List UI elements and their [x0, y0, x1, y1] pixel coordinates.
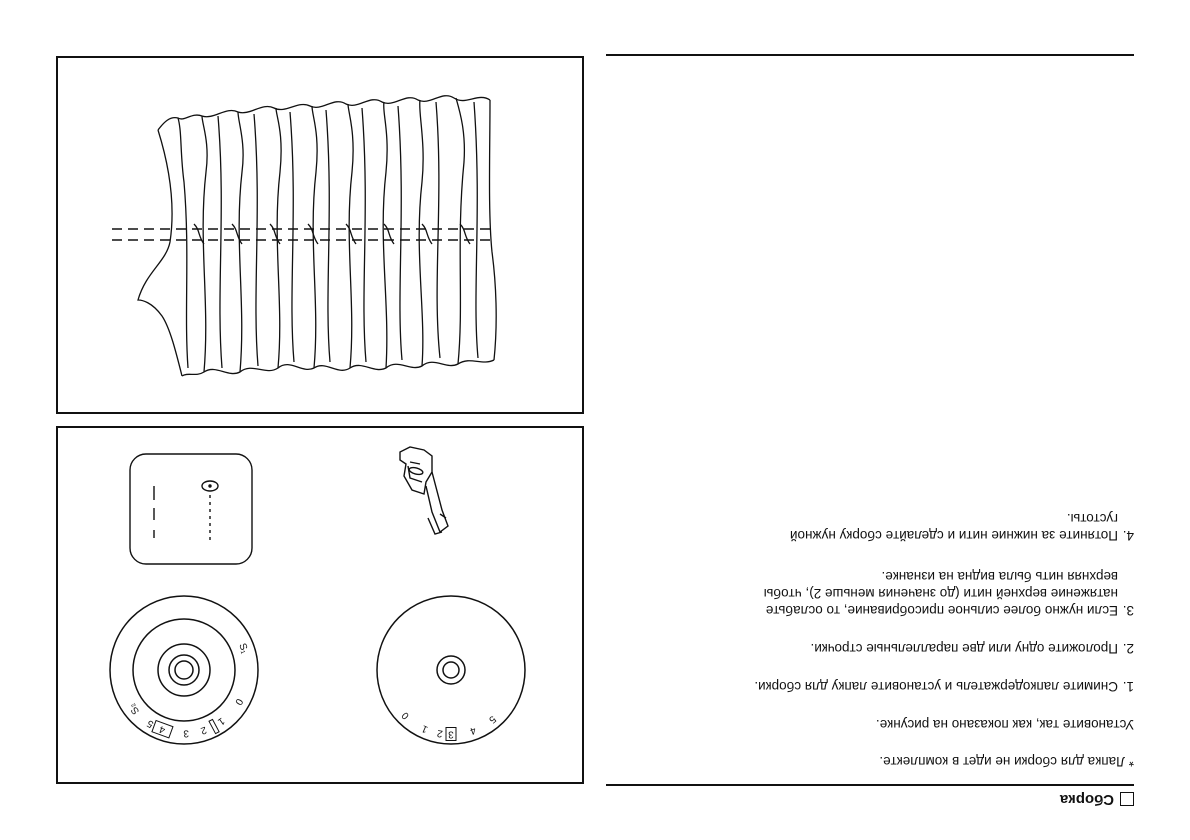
step-3: [594, 568, 1134, 619]
straight-stitch-mark: [209, 719, 219, 733]
tension-dial-label: 0: [399, 709, 412, 722]
stitch-dial-label: S₁: [236, 641, 251, 656]
gathering-foot-icon: [400, 447, 448, 534]
stitch-dial-label: S₂: [126, 701, 142, 717]
stitch-dial-label: 5: [145, 717, 156, 730]
tension-dial-label: 4: [468, 724, 478, 737]
step-line: густоты.: [1066, 511, 1118, 526]
tension-dial-label: 5: [486, 713, 498, 726]
step-line: верхняя нить была видна на изнанке.: [881, 569, 1118, 584]
step-number: 4.: [1122, 528, 1134, 543]
needle-plate-icon: [130, 454, 252, 564]
step-1: [594, 678, 1134, 695]
step-2: [594, 640, 1134, 657]
step-line: Проложите одну или две параллельные строчки.: [810, 641, 1118, 656]
tension-dial-label: 3: [448, 728, 454, 740]
stitch-dial-label: 2: [199, 723, 208, 737]
gathered-fabric-icon: [58, 58, 582, 412]
step-line: натяжение верхней нити (до значения меньше 2), чтобы: [763, 586, 1118, 601]
figure-dials-and-foot: [56, 426, 584, 784]
step-line: Потяните за нижние нити и сделайте сборку нужной: [789, 528, 1118, 543]
step-line: Если нужно более сильное присобривание, то ослабьте: [765, 603, 1118, 618]
tension-dial-label: 1: [420, 722, 430, 735]
stitch-dial-label: 0: [232, 696, 245, 707]
step-4: [594, 510, 1134, 544]
checkbox-square-icon: [1120, 793, 1134, 807]
tension-dial-label: 2: [436, 727, 444, 739]
step-number: 2.: [1122, 641, 1134, 656]
section-heading: [1060, 791, 1134, 808]
step-number: 1.: [1122, 679, 1134, 694]
step-number: 3.: [1122, 603, 1134, 618]
stitch-dial-label: 4: [157, 723, 167, 736]
intro-text: Установите так, как показано на рисунке.: [875, 717, 1134, 732]
stitch-dial-label: 1: [215, 714, 227, 728]
step-line: Снимите лапкодержатель и установите лапку для сборки.: [754, 679, 1118, 694]
section-title: Сборка: [1059, 791, 1114, 808]
tension-dial: [377, 596, 525, 744]
stitch-dial: [110, 596, 258, 744]
figure-gathered-fabric: [56, 56, 584, 414]
top-rule: [606, 784, 1134, 786]
note-text: * Лапка для сборки не идет в комплекте.: [879, 754, 1134, 769]
bottom-rule: [606, 54, 1134, 56]
stitch-dial-label: 3: [183, 727, 190, 739]
